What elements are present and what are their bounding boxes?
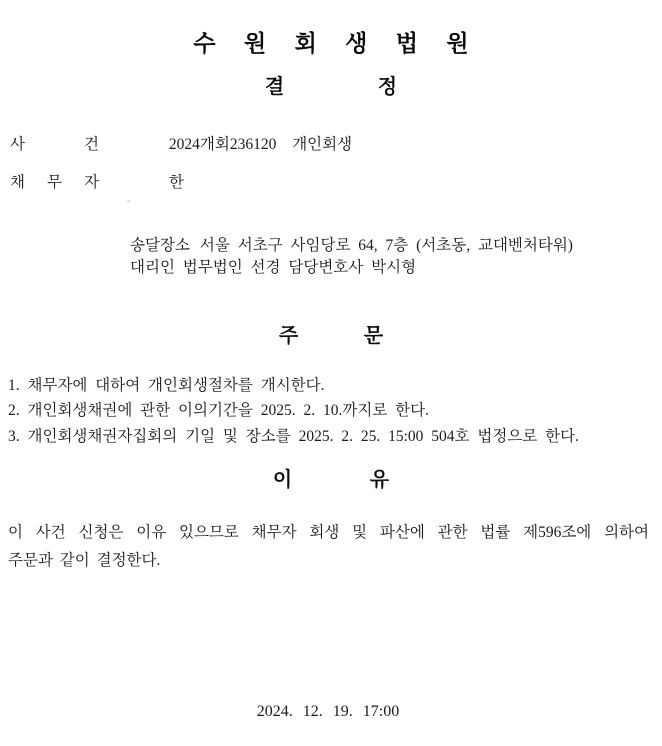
- case-row: [10, 132, 352, 154]
- debtor-label: [10, 170, 99, 192]
- debtor-name: 한: [168, 174, 184, 191]
- order-item: 2. 개인회생채권에 관한 이의기간을 2025. 2. 10.까지로 한다.: [8, 402, 429, 420]
- order-item: 1. 채무자에 대하여 개인회생절차를 개시한다.: [8, 377, 325, 394]
- decision-heading: 결 정: [264, 76, 398, 98]
- reason-line: 주문과 같이 결정한다.: [8, 552, 161, 569]
- case-label-char: 사: [10, 136, 25, 153]
- representative-line: 대리인 법무법인 선경 담당변호사 박시형: [130, 258, 417, 276]
- reason-block: [8, 519, 649, 575]
- case-type: 개인회생: [292, 136, 353, 153]
- scan-artifact-dot: [127, 200, 130, 202]
- case-label-char: 건: [84, 136, 99, 153]
- service-label: 송달장소: [130, 237, 190, 254]
- debtor-label-char: 무: [47, 174, 62, 191]
- case-label: [10, 132, 99, 154]
- service-address-block: [130, 235, 573, 278]
- order-item: 3. 개인회생채권자집회의 기일 및 장소를 2025. 2. 25. 15:00 504호 법정으로 한다.: [8, 427, 579, 445]
- court-name: 수 원 회 생 법 원: [193, 30, 469, 56]
- debtor-row: [10, 170, 184, 192]
- service-address: 서울 서초구 사임당로 64, 7층 (서초동, 교대벤처타워): [199, 237, 573, 254]
- order-heading: 주 문: [278, 325, 384, 347]
- reason-line: 이 사건 신청은 이유 있으므로 채무자 회생 및 파산에 관한 법률 제596조에 의하여: [8, 524, 649, 541]
- order-list: [8, 373, 579, 449]
- decision-datetime: 2024. 12. 19. 17:00: [256, 703, 400, 720]
- case-number: 2024개회236120: [168, 136, 277, 153]
- debtor-label-char: 채: [10, 174, 25, 191]
- reason-heading: 이 유: [272, 469, 390, 491]
- debtor-label-char: 자: [84, 174, 99, 191]
- service-address-line: [130, 235, 573, 257]
